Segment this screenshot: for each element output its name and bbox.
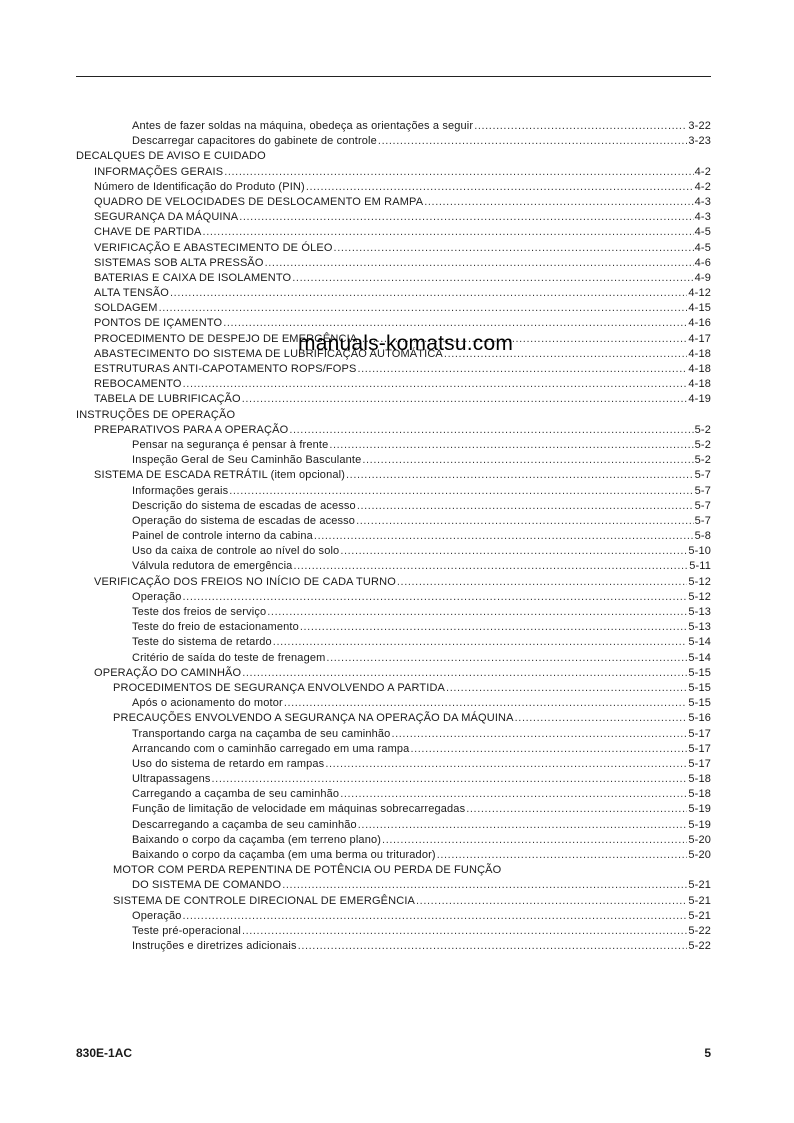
toc-entry-page: 5-17: [688, 727, 711, 740]
toc-entry-page: 5-20: [688, 833, 711, 846]
toc-entry-title: Descrição do sistema de escadas de acesso: [132, 499, 356, 512]
toc-entry-page: 4-17: [688, 332, 711, 345]
toc-entry: [76, 241, 711, 256]
toc-entry-title: Informações gerais: [132, 484, 229, 497]
toc-entry-page: 4-15: [688, 302, 711, 315]
toc-entry: [76, 529, 711, 544]
toc-dot-leader: [242, 392, 688, 407]
toc-entry-page: 5-15: [688, 666, 711, 679]
toc-entry: [76, 408, 711, 423]
toc-entry-title: PROCEDIMENTOS DE SEGURANÇA ENVOLVENDO A PARTIDA: [113, 681, 446, 694]
toc-entry-title: Descarregar capacitores do gabinete de controle: [132, 135, 377, 148]
toc-entry-page: 5-15: [688, 681, 711, 694]
toc-entry: [76, 939, 711, 954]
toc-entry: [76, 362, 711, 377]
toc-dot-leader: [306, 180, 694, 195]
toc-entry-page: 5-22: [688, 940, 711, 953]
toc-entry-page: 5-15: [688, 697, 711, 710]
toc-entry-title: Arrancando com o caminhão carregado em uma rampa: [132, 742, 410, 755]
toc-entry-title: Baixando o corpo da caçamba (em terreno plano): [132, 833, 382, 846]
toc-entry: [76, 559, 711, 574]
toc-dot-leader: [203, 225, 694, 240]
toc-dot-leader: [391, 727, 687, 742]
toc-dot-leader: [397, 575, 687, 590]
toc-entry-page: 5-14: [688, 636, 711, 649]
toc-entry-title: VERIFICAÇÃO DOS FREIOS NO INÍCIO DE CADA TURNO: [94, 575, 396, 588]
toc-dot-leader: [223, 316, 687, 331]
toc-entry-page: 5-21: [688, 879, 711, 892]
header-rule: [76, 76, 711, 77]
toc-dot-leader: [416, 894, 687, 909]
toc-dot-leader: [340, 787, 687, 802]
toc-entry-page: 5-2: [694, 454, 711, 467]
toc-dot-leader: [382, 833, 687, 848]
toc-dot-leader: [378, 134, 687, 149]
toc-entry-title: SISTEMAS SOB ALTA PRESSÃO: [94, 256, 264, 269]
toc-entry-title: Descarregando a caçamba de seu caminhão: [132, 818, 357, 831]
toc-dot-leader: [410, 742, 687, 757]
toc-entry-page: 5-2: [694, 423, 711, 436]
toc-entry-page: 5-17: [688, 757, 711, 770]
toc-entry-title: Antes de fazer soldas na máquina, obedeça as orientações a seguir: [132, 120, 474, 132]
footer-page-number: 5: [704, 1046, 711, 1060]
toc-entry-page: 5-7: [694, 499, 711, 512]
toc-entry: [76, 423, 711, 438]
toc-dot-leader: [314, 529, 694, 544]
toc-entry-title: Após o acionamento do motor: [132, 697, 283, 710]
toc-entry-page: 5-11: [689, 560, 711, 573]
toc-entry-page: 5-18: [688, 773, 711, 786]
toc-entry: [76, 575, 711, 590]
toc-entry: [76, 772, 711, 787]
toc-entry: [76, 316, 711, 331]
toc-entry-title: Teste do sistema de retardo: [132, 636, 272, 649]
toc-entry: [76, 210, 711, 225]
toc-entry-title: QUADRO DE VELOCIDADES DE DESLOCAMENTO EM RAMPA: [94, 195, 424, 208]
toc-entry: [76, 878, 711, 893]
toc-dot-leader: [357, 499, 694, 514]
toc-entry-page: 5-13: [688, 606, 711, 618]
toc-entry-page: 5-2: [694, 438, 711, 451]
toc-entry-page: 4-16: [688, 317, 711, 330]
toc-dot-leader: [325, 757, 687, 772]
toc-entry-title: Número de Identificação do Produto (PIN): [94, 180, 305, 193]
toc-entry: [76, 119, 711, 134]
toc-entry-page: 4-19: [688, 393, 711, 406]
toc-entry: [76, 544, 711, 559]
toc-dot-leader: [466, 802, 687, 817]
toc-entry: [76, 195, 711, 210]
toc-entry-page: 5-19: [688, 803, 711, 816]
toc-entry-page: 4-2: [694, 180, 711, 193]
toc-dot-leader: [446, 681, 687, 696]
toc-entry-page: 5-19: [688, 818, 711, 831]
toc-dot-leader: [298, 939, 688, 954]
toc-entry-title: Válvula redutora de emergência: [132, 560, 293, 573]
toc-entry-title: Função de limitação de velocidade em máquinas sobrecarregadas: [132, 803, 466, 816]
toc-entry: [76, 271, 711, 286]
toc-entry-page: 5-17: [688, 742, 711, 755]
toc-entry-title: PROCEDIMENTO DE DESPEJO DE EMERGÊNCIA: [94, 332, 358, 345]
toc-dot-leader: [273, 635, 688, 650]
toc-entry-page: 4-2: [694, 165, 711, 178]
toc-entry: [76, 605, 711, 620]
toc-entry-title: TABELA DE LUBRIFICAÇÃO: [94, 393, 241, 406]
toc-entry-page: 5-12: [688, 575, 711, 588]
toc-entry: [76, 620, 711, 635]
toc-dot-leader: [334, 241, 694, 256]
toc-dot-leader: [292, 271, 693, 286]
toc-entry-title: OPERAÇÃO DO CAMINHÃO: [94, 666, 242, 679]
toc-entry-title: Operação do sistema de escadas de acesso: [132, 514, 356, 527]
toc-entry-title: Teste pré-operacional: [132, 924, 241, 937]
toc-dot-leader: [357, 362, 687, 377]
toc-dot-leader: [212, 772, 688, 787]
toc-entry: [76, 924, 711, 939]
footer-model: 830E-1AC: [76, 1046, 133, 1060]
toc-dot-leader: [159, 301, 688, 316]
toc-entry-page: 4-6: [694, 256, 711, 269]
toc-entry-title: Uso do sistema de retardo em rampas: [132, 757, 325, 770]
toc-entry-title: DO SISTEMA DE COMANDO: [132, 879, 282, 892]
toc-entry-title: SEGURANÇA DA MÁQUINA: [94, 211, 239, 224]
toc-entry-page: 4-18: [688, 363, 711, 375]
toc-entry: [76, 802, 711, 817]
toc-entry: [76, 134, 711, 149]
toc-entry: [76, 863, 711, 878]
toc-entry-page: 5-22: [688, 924, 711, 937]
toc-entry-title: Painel de controle interno da cabina: [132, 530, 313, 543]
toc-entry-title: Inspeção Geral de Seu Caminhão Basculante: [132, 454, 362, 467]
toc-dot-leader: [424, 195, 693, 210]
toc-entry: [76, 651, 711, 666]
toc-entry-page: 5-18: [688, 788, 711, 801]
toc-entry-page: 4-18: [688, 378, 711, 391]
toc-entry-page: 5-12: [688, 590, 711, 603]
toc-entry-title: Operação: [132, 909, 182, 922]
toc-entry: [76, 438, 711, 453]
toc-entry: [76, 392, 711, 407]
toc-dot-leader: [358, 818, 688, 833]
toc-entry-title: Pensar na segurança é pensar à frente: [132, 438, 329, 451]
toc-entry-title: Operação: [132, 590, 182, 603]
toc-entry: [76, 484, 711, 499]
toc-dot-leader: [183, 590, 688, 605]
toc-dot-leader: [183, 909, 688, 924]
toc-entry-page: 5-7: [694, 484, 711, 497]
toc-entry-title: PREPARATIVOS PARA A OPERAÇÃO: [94, 423, 289, 436]
toc-entry: [76, 514, 711, 529]
toc-entry: [76, 818, 711, 833]
toc-entry-title: Instruções e diretrizes adicionais: [132, 940, 297, 953]
toc-dot-leader: [265, 256, 694, 271]
toc-dot-leader: [282, 878, 687, 893]
toc-dot-leader: [346, 468, 694, 483]
toc-entry-title: INSTRUÇÕES DE OPERAÇÃO: [76, 408, 236, 421]
toc-entry: [76, 499, 711, 514]
toc-entry: [76, 225, 711, 240]
toc-dot-leader: [340, 544, 687, 559]
toc-entry-page: 4-3: [694, 211, 711, 224]
toc-entry-title: ABASTECIMENTO DO SISTEMA DE LUBRIFICAÇÃO AUTOMÁTICA: [94, 347, 443, 360]
toc-dot-leader: [362, 453, 693, 468]
toc-entry: [76, 468, 711, 483]
toc-dot-leader: [329, 438, 693, 453]
toc-entry: [76, 149, 711, 164]
toc-entry: [76, 301, 711, 316]
toc-entry-page: 4-5: [694, 226, 711, 239]
toc-entry: [76, 666, 711, 681]
toc-entry: [76, 681, 711, 696]
toc-dot-leader: [284, 696, 688, 711]
toc-entry: [76, 727, 711, 742]
toc-entry-title: Carregando a caçamba de seu caminhão: [132, 788, 340, 801]
toc-entry-page: 5-21: [688, 894, 711, 907]
toc-entry: [76, 590, 711, 605]
watermark: manuals-komatsu.com: [298, 332, 514, 355]
toc-dot-leader: [224, 165, 693, 180]
toc-entry-title: Uso da caixa de controle ao nível do solo: [132, 545, 340, 558]
toc-dot-leader: [267, 605, 687, 620]
toc-entry-page: 3-22: [688, 120, 711, 132]
toc-entry-title: Teste do freio de estacionamento: [132, 621, 299, 634]
toc-entry-title: CHAVE DE PARTIDA: [94, 226, 202, 239]
toc-entry-title: MOTOR COM PERDA REPENTINA DE POTÊNCIA OU PERDA DE FUNÇÃO: [113, 864, 502, 877]
toc-entry: [76, 165, 711, 180]
toc-dot-leader: [242, 666, 687, 681]
toc-entry-title: Ultrapassagens: [132, 773, 211, 786]
toc-dot-leader: [170, 286, 687, 301]
toc-dot-leader: [293, 559, 688, 574]
toc-dot-leader: [183, 377, 688, 392]
toc-entry-page: 4-18: [688, 347, 711, 360]
toc-dot-leader: [242, 924, 687, 939]
toc-entry: [76, 787, 711, 802]
toc-dot-leader: [229, 484, 693, 499]
toc-dot-leader: [356, 514, 694, 529]
toc-dot-leader: [515, 711, 688, 726]
toc-entry: [76, 711, 711, 726]
toc-entry-title: PONTOS DE IÇAMENTO: [94, 317, 223, 330]
toc-entry-title: ESTRUTURAS ANTI-CAPOTAMENTO ROPS/FOPS: [94, 363, 357, 375]
toc-dot-leader: [474, 119, 687, 134]
toc-entry-title: REBOCAMENTO: [94, 378, 182, 391]
toc-entry: [76, 286, 711, 301]
toc-entry-page: 5-16: [688, 712, 711, 725]
toc-entry-title: BATERIAS E CAIXA DE ISOLAMENTO: [94, 271, 292, 284]
toc-entry: [76, 180, 711, 195]
toc-entry-title: INFORMAÇÕES GERAIS: [94, 165, 224, 178]
toc-dot-leader: [289, 423, 693, 438]
toc-entry: [76, 757, 711, 772]
toc-entry-page: 5-20: [688, 849, 711, 861]
toc-dot-leader: [239, 210, 693, 225]
toc-dot-leader: [326, 651, 687, 666]
toc-entry-page: 4-9: [694, 271, 711, 284]
toc-entry: [76, 909, 711, 924]
toc-dot-leader: [437, 848, 688, 863]
toc-entry-title: DECALQUES DE AVISO E CUIDADO: [76, 150, 266, 163]
toc-entry-page: 4-12: [688, 287, 711, 300]
toc-entry-page: 5-14: [688, 651, 711, 664]
toc-entry: [76, 742, 711, 757]
toc-entry-page: 5-21: [688, 909, 711, 922]
toc-entry-page: 5-7: [694, 469, 711, 482]
toc-entry-title: SISTEMA DE CONTROLE DIRECIONAL DE EMERGÊNCIA: [113, 894, 416, 907]
table-of-contents: [76, 119, 711, 954]
toc-dot-leader: [300, 620, 688, 635]
toc-entry-title: PRECAUÇÕES ENVOLVENDO A SEGURANÇA NA OPERAÇÃO DA MÁQUINA: [113, 712, 514, 725]
toc-entry: [76, 894, 711, 909]
toc-entry-page: 4-3: [694, 195, 711, 208]
toc-entry: [76, 377, 711, 392]
toc-entry-title: SOLDAGEM: [94, 302, 158, 315]
toc-entry-title: VERIFICAÇÃO E ABASTECIMENTO DE ÓLEO: [94, 241, 333, 254]
toc-entry-title: Baixando o corpo da caçamba (em uma berma ou triturador): [132, 849, 436, 861]
toc-entry-page: 3-23: [688, 135, 711, 148]
toc-entry-page: 5-10: [688, 545, 711, 558]
toc-entry-page: 5-8: [694, 530, 711, 543]
toc-entry: [76, 833, 711, 848]
toc-entry-title: Transportando carga na caçamba de seu caminhão: [132, 727, 391, 740]
toc-entry-title: SISTEMA DE ESCADA RETRÁTIL (item opcional): [94, 469, 346, 482]
toc-entry: [76, 256, 711, 271]
toc-entry: [76, 848, 711, 863]
toc-entry: [76, 453, 711, 468]
toc-entry-page: 5-7: [694, 514, 711, 527]
toc-entry: [76, 635, 711, 650]
toc-entry: [76, 696, 711, 711]
toc-entry-title: ALTA TENSÃO: [94, 287, 170, 300]
toc-entry-page: 4-5: [694, 241, 711, 254]
toc-entry-title: Teste dos freios de serviço: [132, 606, 267, 618]
toc-entry-title: Critério de saída do teste de frenagem: [132, 651, 326, 664]
toc-entry-page: 5-13: [688, 621, 711, 634]
